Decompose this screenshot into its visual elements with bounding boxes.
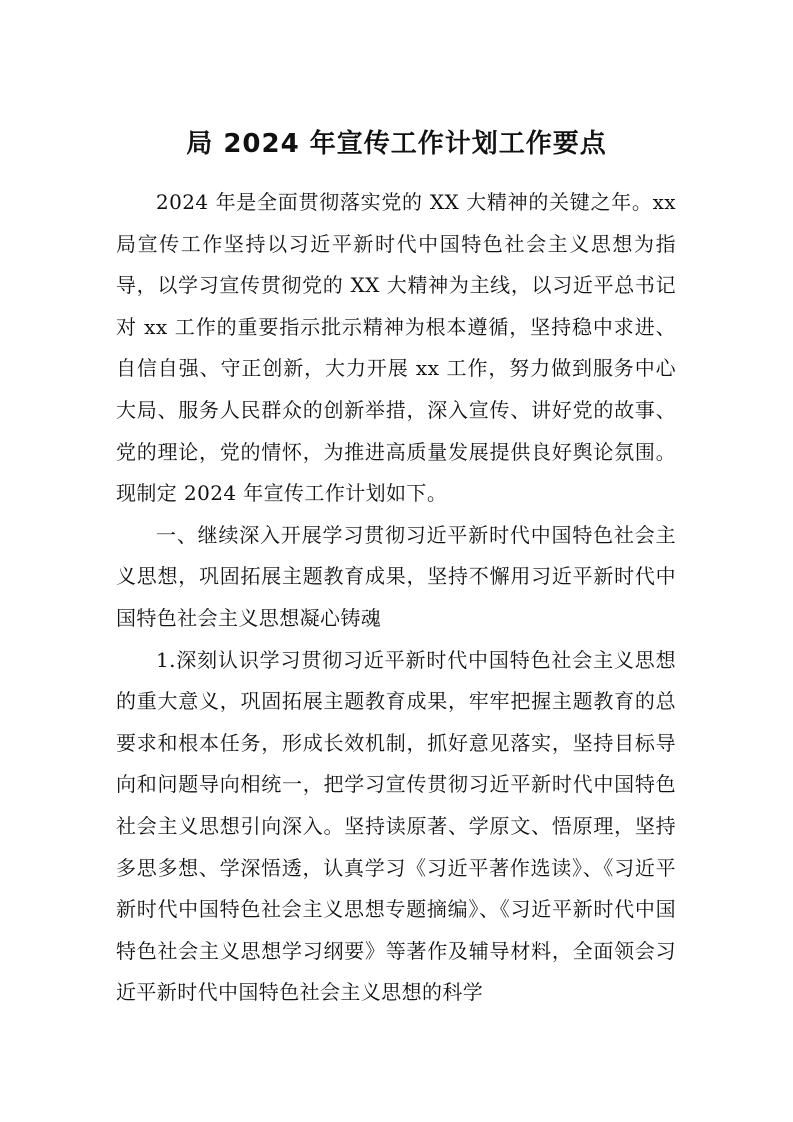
- paragraph-section-heading-1: 一、继续深入开展学习贯彻习近平新时代中国特色社会主义思想，巩固拓展主题教育成果，坚持不懈用习近平新时代中国特色社会主义思想凝心铸魂: [116, 522, 676, 630]
- document-body: [116, 182, 676, 1014]
- paragraph-intro: 2024 年是全面贯彻落实党的 XX 大精神的关键之年。xx局宣传工作坚持以习近平新时代中国特色社会主义思想为指导，以学习宣传贯彻党的 XX 大精神为主线，以习近平总书记对 xx 工作的重要指示批示精神为根本遵循，坚持稳中求进、自信自强、守正创新，大力开展 xx 工作，努力做到服务中心大局、服务人民群众的创新举措，深入宣传、讲好党的故事、党的理论，党的情怀，为推进高质量发展提供良好舆论氛围。现制定 2024 年宣传工作计划如下。: [116, 190, 676, 506]
- document-title: 局 2024 年宣传工作计划工作要点: [186, 129, 607, 159]
- paragraph-item-1: 1.深刻认识学习贯彻习近平新时代中国特色社会主义思想的重大意义，巩固拓展主题教育成果，牢牢把握主题教育的总要求和根本任务，形成长效机制，抓好意见落实，坚持目标导向和问题导向相统一，把学习宣传贯彻习近平新时代中国特色社会主义思想引向深入。坚持读原著、学原文、悟原理，坚持多思多想、学深悟透，认真学习《习近平著作选读》、《习近平新时代中国特色社会主义思想专题摘编》、《习近平新时代中国特色社会主义思想学习纲要》等著作及辅导材料，全面领会习近平新时代中国特色社会主义思想的科学: [116, 647, 676, 1005]
